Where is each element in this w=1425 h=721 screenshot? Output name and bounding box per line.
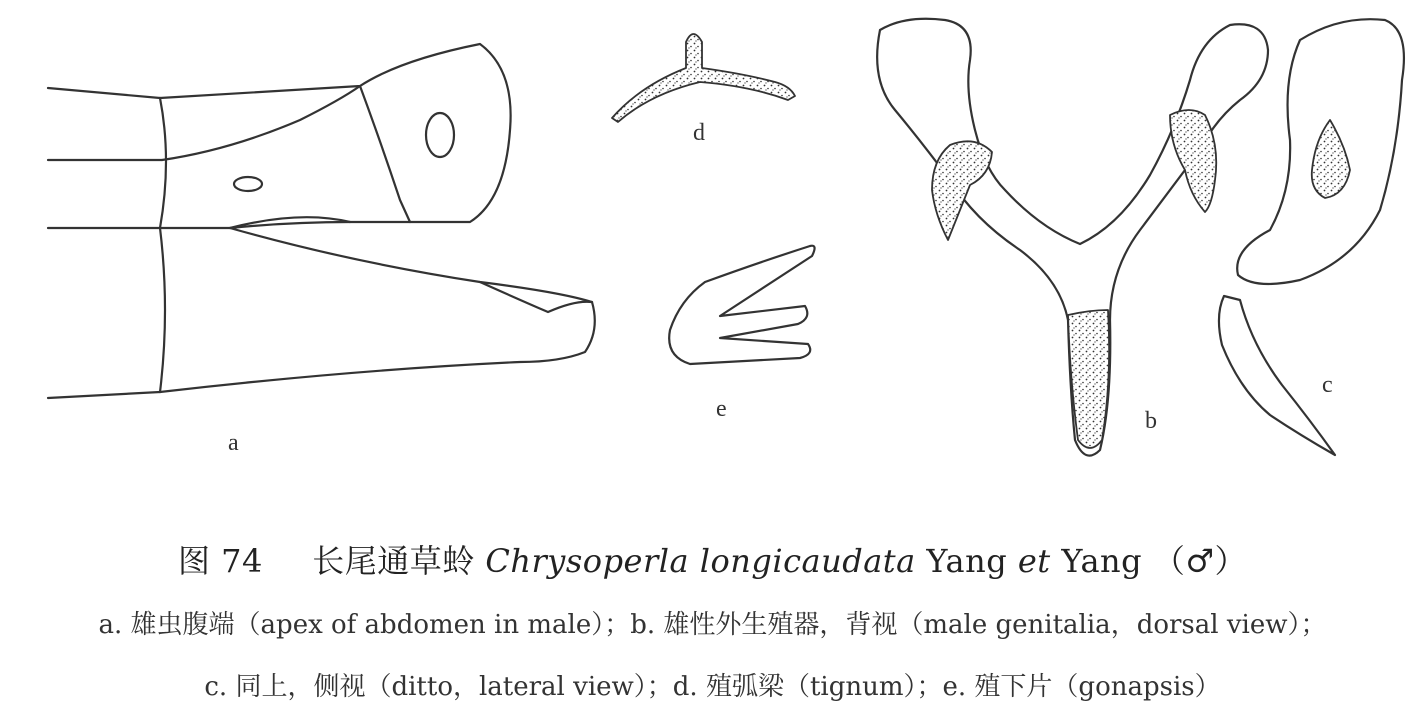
author-conjunction: et [1017,542,1051,580]
author-1: Yang [926,542,1008,580]
scientific-name: Chrysoperla longicaudata [485,542,916,580]
author-2: Yang [1061,542,1143,580]
panel-b-genitalia-dorsal [877,19,1268,456]
caption-title [0,536,1425,582]
panel-a-abdomen-apex [48,44,595,456]
panel-b-label: b [1145,408,1157,434]
caption-line-3: c. 同上，侧视（ditto，lateral view）；d. 殖弧梁（tignum）；e. 殖下片（gonapsis） [204,672,1221,702]
figure-number: 图 74 [177,542,263,580]
figure-caption [0,530,1425,721]
sex-symbol: （♂） [1152,542,1248,580]
panel-d-label: d [693,120,705,146]
panel-c-genitalia-lateral [1219,19,1404,455]
panel-c-label: c [1322,372,1333,398]
chinese-name: 长尾通草蛉 [312,542,475,580]
caption-line-2: a. 雄虫腹端（apex of abdomen in male）；b. 雄性外生殖器，背视（male genitalia，dorsal view）； [98,610,1327,640]
panel-d-tignum [612,34,795,146]
panel-e-label: e [716,396,727,422]
panel-e-gonapsis [669,246,814,422]
panel-a-label: a [228,430,239,456]
